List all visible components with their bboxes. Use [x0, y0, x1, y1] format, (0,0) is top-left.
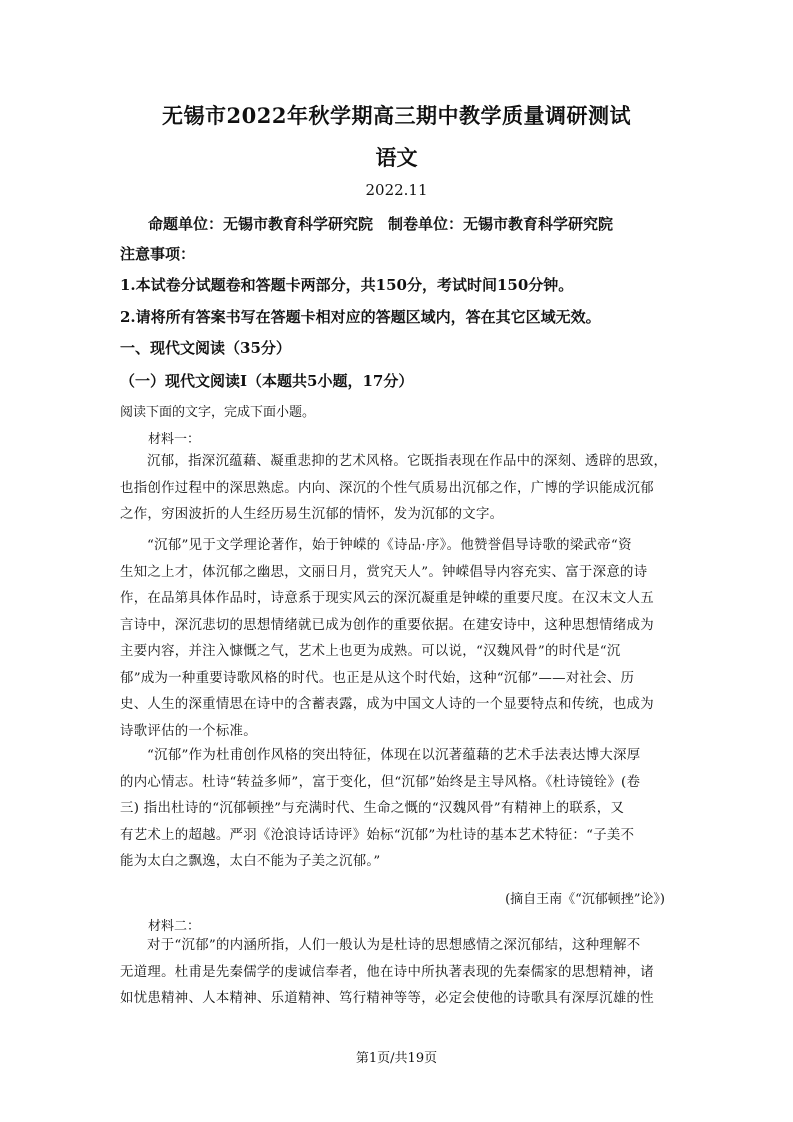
section-heading: 一、现代文阅读（35分）	[120, 339, 291, 357]
exam-date: 2022.11	[365, 181, 428, 199]
text-line: 之作，穷困波折的人生经历易生沉郁的情怀，发为沉郁的文字。	[120, 507, 504, 522]
text-line: 郁”成为一种重要诗歌风格的时代。也正是从这个时代始，这种“沉郁”——对社会、历	[120, 670, 635, 686]
text-line: 史、人生的深重情思在诗中的含蓄表露，成为中国文人诗的一个显要特点和传统，也成为	[120, 697, 654, 712]
subsection-heading: （一）现代文阅读Ⅰ（本题共5小题，17分）	[120, 372, 414, 390]
text-line: 的内心情志。杜诗“转益多师”，富于变化，但“沉郁”始终是主导风格。《杜诗镜铨》(卷	[120, 774, 641, 790]
material-2-paragraph-1	[120, 933, 667, 1013]
notice-item: 2.请将所有答案书写在答题卡相对应的答题区域内，答在其它区域无效。	[120, 308, 601, 326]
material-1-paragraph-1	[120, 449, 667, 529]
text-line: 三) 指出杜诗的“沉郁顿挫”与充满时代、生命之慨的“汉魏风骨”有精神上的联系，又	[120, 801, 625, 816]
text-line: 有艺术上的超越。严羽《沧浪诗话诗评》始标“沉郁”为杜诗的基本艺术特征：“子美不	[120, 827, 635, 843]
text-line: “沉郁”作为杜甫创作风格的突出特征，体现在以沉著蕴藉的艺术手法表达博大深厚	[147, 748, 641, 763]
page-number: 第1页/共19页	[355, 1051, 438, 1066]
text-line: 如忧患精神、人本精神、乐道精神、笃行精神等等，必定会使他的诗歌具有深厚沉雄的性	[120, 991, 654, 1006]
reading-instruction: 阅读下面的文字，完成下面小题。	[120, 405, 316, 420]
text-line: 无道理。杜甫是先秦儒学的虔诚信奉者，他在诗中所执著表现的先秦儒家的思想精神，诸	[120, 964, 654, 980]
material-1-source: (摘自王南《“沉郁顿挫”论》)	[505, 892, 665, 907]
text-line: 言诗中，深沉悲切的思想情绪就已成为创作的重要依据。在建安诗中，这种思想情绪成为	[120, 617, 654, 633]
notice-heading: 注意事项：	[120, 245, 196, 263]
text-line: 主要内容，并注入慷慨之气，艺术上也更为成熟。可以说，“汉魏风骨”的时代是“沉	[120, 644, 621, 659]
material-1-paragraph-3	[120, 743, 667, 876]
text-line: 对于“沉郁”的内涵所指，人们一般认为是杜诗的思想感情之深沉郁结，这种理解不	[147, 938, 641, 953]
material-2-label: 材料二：	[148, 919, 201, 934]
text-line: 生知之上才，体沉郁之幽思，文丽日月，赏究天人”。钟嵘倡导内容充实、富于深意的诗	[120, 564, 648, 580]
text-line: 作，在品第具体作品时，诗意系于现实风云的深沉凝重是钟嵘的重要尺度。在汉末文人五	[120, 591, 654, 606]
material-1-label: 材料一：	[148, 432, 201, 447]
text-line: “沉郁”见于文学理论著作，始于钟嵘的《诗品·序》。他赞誉倡导诗歌的梁武帝“资	[147, 538, 632, 553]
text-line: 能为太白之飘逸，太白不能为子美之沉郁。”	[120, 854, 381, 869]
exam-title: 无锡市2022年秋学期高三期中教学质量调研测试	[162, 103, 631, 128]
material-1-paragraph-2	[120, 533, 667, 745]
subject-title: 语文	[375, 145, 418, 170]
issuing-units: 命题单位：无锡市教育科学研究院 制卷单位：无锡市教育科学研究院	[148, 215, 614, 233]
notice-item: 1.本试卷分试题卷和答题卡两部分，共150分，考试时间150分钟。	[120, 276, 574, 294]
text-line: 也指创作过程中的深思熟虑。内向、深沉的个性气质易出沉郁之作，广博的学识能成沉郁	[120, 480, 654, 496]
text-line: 诗歌评估的一个标准。	[120, 723, 257, 739]
text-line: 沉郁，指深沉蕴藉、凝重悲抑的艺术风格。它既指表现在作品中的深刻、透辟的思致，	[147, 454, 668, 469]
